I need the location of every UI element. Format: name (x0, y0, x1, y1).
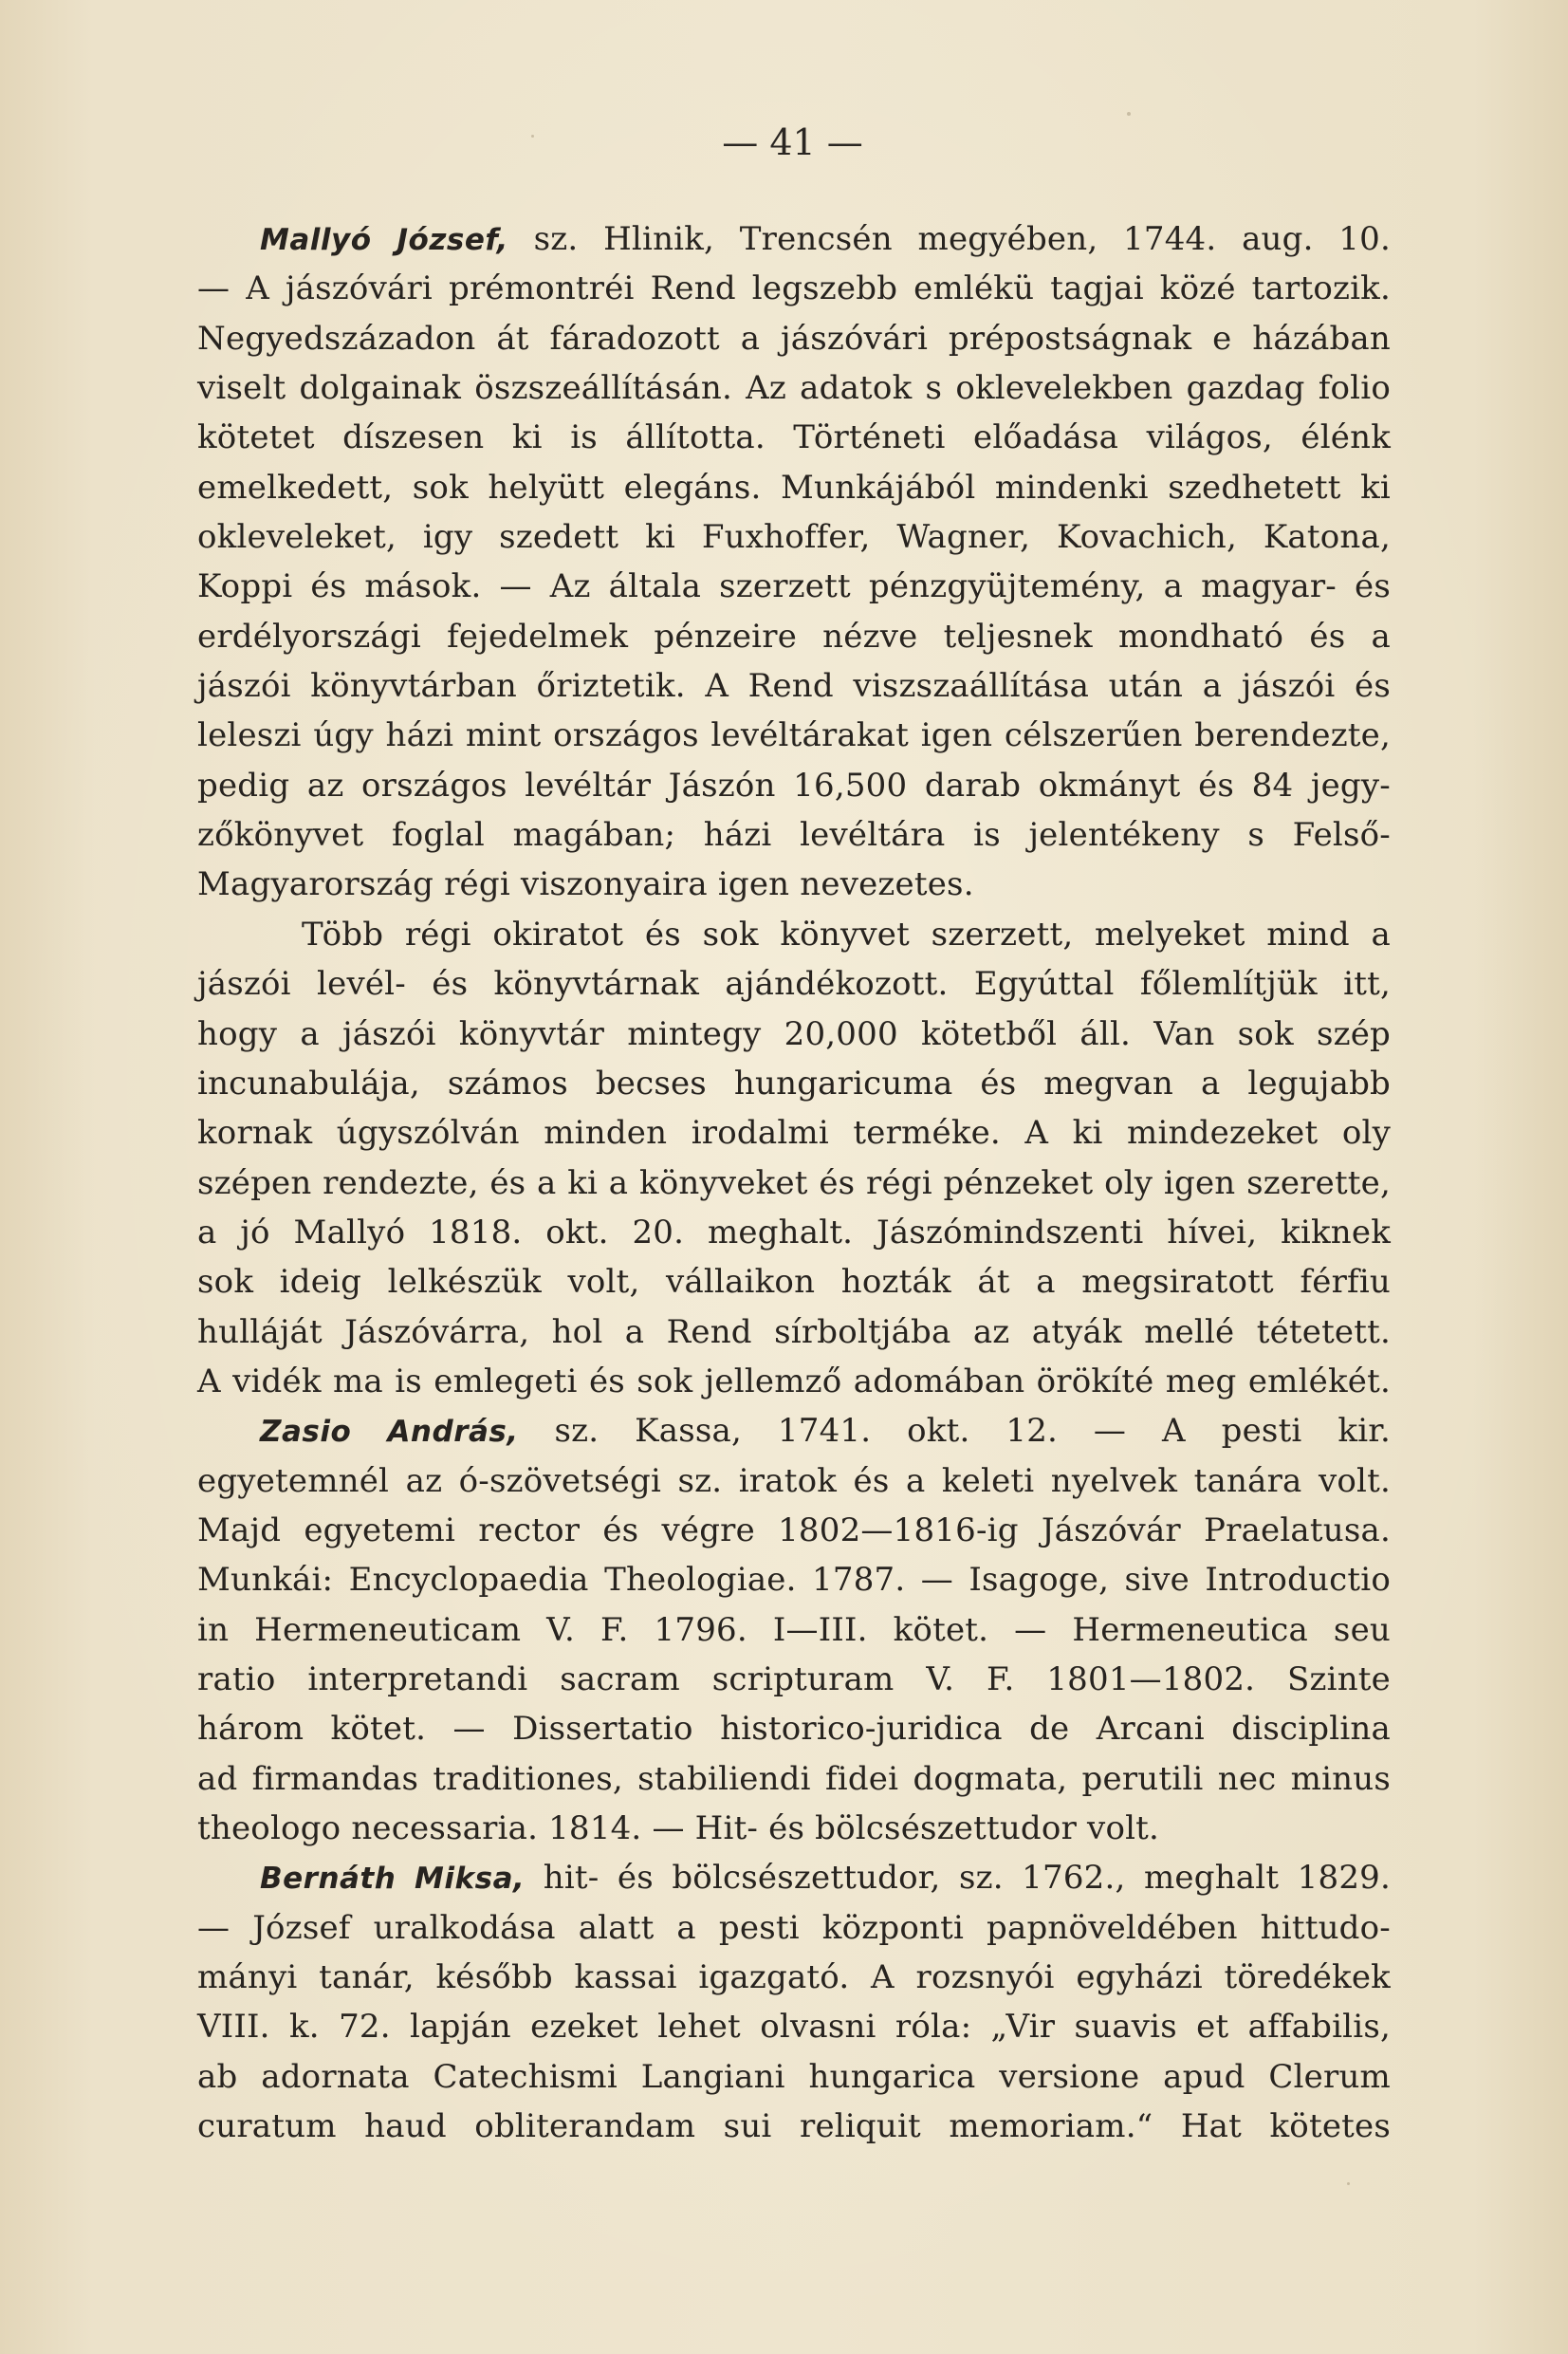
text-line: viselt dolgainak öszszeállításán. Az adatok s oklevelekben gazdag folio (197, 369, 1391, 408)
text-line: erdélyországi fejedelmek pénzeire nézve teljesnek mondható és a (197, 617, 1391, 656)
text-line: jászói könyvtárban őriztetik. A Rend viszszaállítása után a jászói és (197, 667, 1391, 706)
text-line: Magyarország régi viszonyaira igen nevezetes. (197, 865, 974, 904)
body-text (197, 214, 1391, 2151)
entry-heading-line (197, 1406, 1391, 1455)
text-line: a jó Mallyó 1818. okt. 20. meghalt. Jászómindszenti hívei, kiknek (197, 1213, 1391, 1251)
page-number: — 41 — (722, 121, 863, 163)
text-line: Munkái: Encyclopaedia Theologiae. 1787. — Isagoge, sive Introductio (197, 1561, 1391, 1600)
entry-name: Zasio András, (260, 1415, 519, 1450)
text-line: ab adornata Catechismi Langiani hungarica versione apud Clerum (197, 2057, 1391, 2096)
text-line: incunabulája, számos becses hungaricuma és megvan a legujabb (197, 1064, 1391, 1103)
text-line: okleveleket, igy szedett ki Fuxhoffer, Wagner, Kovachich, Katona, (197, 518, 1391, 557)
text-line: VIII. k. 72. lapján ezeket lehet olvasni róla: „Vir suavis et affabilis, (197, 2008, 1391, 2047)
text-line: in Hermeneuticam V. F. 1796. I—III. kötet. — Hermeneutica seu (197, 1610, 1391, 1649)
text-line: A vidék ma is emlegeti és sok jellemző adomában örökíté meg emlékét. (197, 1362, 1391, 1400)
text-line: Majd egyetemi rector és végre 1802—1816-ig Jászóvár Praelatusa. (197, 1511, 1391, 1549)
text-line: Negyedszázadon át fáradozott a jászóvári prépostságnak e házában (197, 319, 1391, 358)
text-line: Több régi okiratot és sok könyvet szerzett, melyeket mind a (302, 915, 1391, 954)
text-line: kornak úgyszólván minden irodalmi terméke. A ki mindezeket oly (197, 1114, 1391, 1153)
text-line: hulláját Jászóvárra, hol a Rend sírboltjába az atyák mellé tétetett. (197, 1312, 1391, 1351)
text-line: kötetet díszesen ki is állította. Történeti előadása világos, élénk (197, 418, 1391, 457)
text-line: sz. Hlinik, Trencsén megyében, 1744. aug. 10. (533, 220, 1391, 258)
text-line: ad firmandas traditiones, stabiliendi fidei dogmata, perutili nec minus (197, 1759, 1391, 1798)
entry-name: Mallyó József, (260, 223, 508, 257)
text-line: ratio interpretandi sacram scripturam V. F. 1801—1802. Szinte (197, 1659, 1391, 1698)
text-line: zőkönyvet foglal magában; házi levéltára is jelentékeny s Felső- (197, 816, 1391, 855)
text-line: emelkedett, sok helyütt elegáns. Munkájából mindenki szedhetett ki (197, 468, 1391, 507)
text-line: szépen rendezte, és a ki a könyveket és régi pénzeket oly igen szerette, (197, 1163, 1391, 1202)
text-line: leleszi úgy házi mint országos levéltárakat igen célszerűen berendezte, (197, 716, 1391, 755)
text-line: hit- és bölcsészettudor, sz. 1762., meghalt 1829. (543, 1859, 1391, 1898)
text-line: pedig az országos levéltár Jászón 16,500 darab okmányt és 84 jegy- (197, 766, 1391, 805)
paper-speck (531, 135, 534, 138)
text-line: — A jászóvári prémontréi Rend legszebb emlékü tagjai közé tartozik. (197, 269, 1391, 308)
entry-heading-line (197, 1853, 1391, 1902)
text-line: — József uralkodása alatt a pesti központi papnöveldében hittudo- (197, 1908, 1391, 1947)
text-line: curatum haud obliterandam sui reliquit memoriam.“ Hat kötetes (197, 2107, 1391, 2146)
text-line: egyetemnél az ó-szövetségi sz. iratok és a keleti nyelvek tanára volt. (197, 1461, 1391, 1500)
text-line: sz. Kassa, 1741. okt. 12. — A pesti kir. (554, 1412, 1391, 1451)
text-line: három kötet. — Dissertatio historico-juridica de Arcani disciplina (197, 1710, 1391, 1749)
entry-heading-line (197, 214, 1391, 264)
text-line: mányi tanár, később kassai igazgató. A rozsnyói egyházi töredékek (197, 1958, 1391, 1997)
paper-speck (1127, 112, 1131, 116)
text-line: jászói levél- és könyvtárnak ajándékozott. Egyúttal főlemlítjük itt, (197, 965, 1391, 1004)
text-line: theologo necessaria. 1814. — Hit- és bölcsészettudor volt. (197, 1809, 1160, 1847)
entry-name: Bernáth Miksa, (260, 1862, 526, 1897)
text-line: sok ideig lelkészük volt, vállaikon hozták át a megsiratott férfiu (197, 1263, 1391, 1302)
text-line: Koppi és mások. — Az általa szerzett pénzgyüjtemény, a magyar- és (197, 567, 1391, 606)
paper-speck (1347, 2182, 1350, 2185)
text-line: hogy a jászói könyvtár mintegy 20,000 kötetből áll. Van sok szép (197, 1014, 1391, 1053)
